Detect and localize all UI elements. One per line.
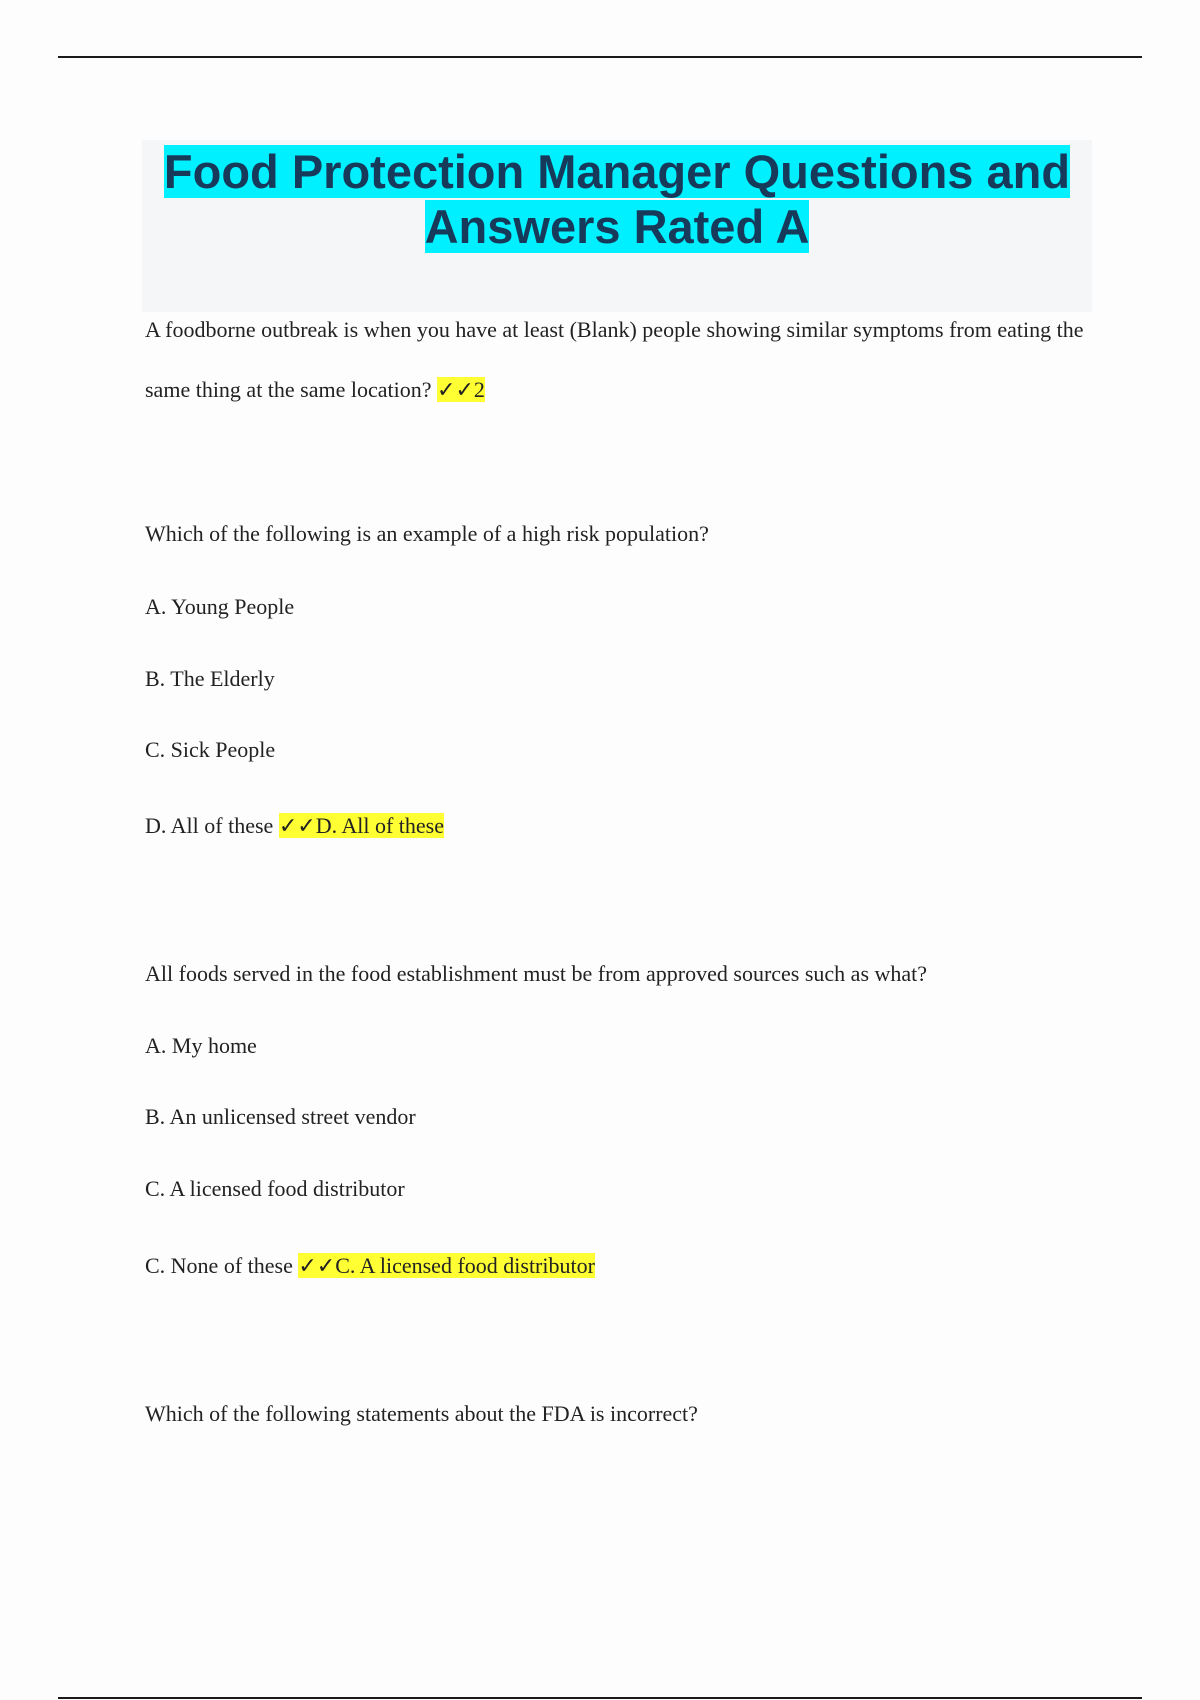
question-2-option-a: A. Young People bbox=[145, 594, 295, 619]
question-1-prompt: A foodborne outbreak is when you have at least (Blank) people showing similar symptoms from eating the same thing at the same location? bbox=[145, 317, 1084, 402]
question-2-option-d-label: D. All of these bbox=[145, 813, 274, 838]
question-3-option-b: B. An unlicensed street vendor bbox=[145, 1104, 416, 1129]
question-2-option-c: C. Sick People bbox=[145, 737, 276, 762]
question-3-option-a: A. My home bbox=[145, 1033, 257, 1058]
question-2-answer: ✓✓D. All of these bbox=[278, 813, 445, 838]
question-3-text: All foods served in the food establishment must be from approved sources such as what? bbox=[145, 961, 928, 986]
question-2-option-d bbox=[145, 796, 1085, 856]
question-2-text: Which of the following is an example of a high risk population? bbox=[145, 521, 709, 546]
title-block bbox=[142, 140, 1092, 312]
top-rule bbox=[58, 56, 1142, 58]
question-3-answer: ✓✓C. A licensed food distributor bbox=[298, 1253, 595, 1278]
document-title bbox=[142, 144, 1092, 254]
question-3-option-d bbox=[145, 1236, 1085, 1296]
question-1-text bbox=[145, 300, 1085, 420]
question-3-option-d-label: C. None of these bbox=[145, 1253, 293, 1278]
question-3-option-c: C. A licensed food distributor bbox=[145, 1176, 405, 1201]
question-4-text: Which of the following statements about the FDA is incorrect? bbox=[145, 1401, 698, 1426]
title-text: Food Protection Manager Questions and Answers Rated A bbox=[163, 145, 1071, 253]
bottom-rule bbox=[58, 1697, 1142, 1699]
question-1-answer: ✓✓2 bbox=[437, 377, 485, 402]
question-2-option-b: B. The Elderly bbox=[145, 666, 275, 691]
